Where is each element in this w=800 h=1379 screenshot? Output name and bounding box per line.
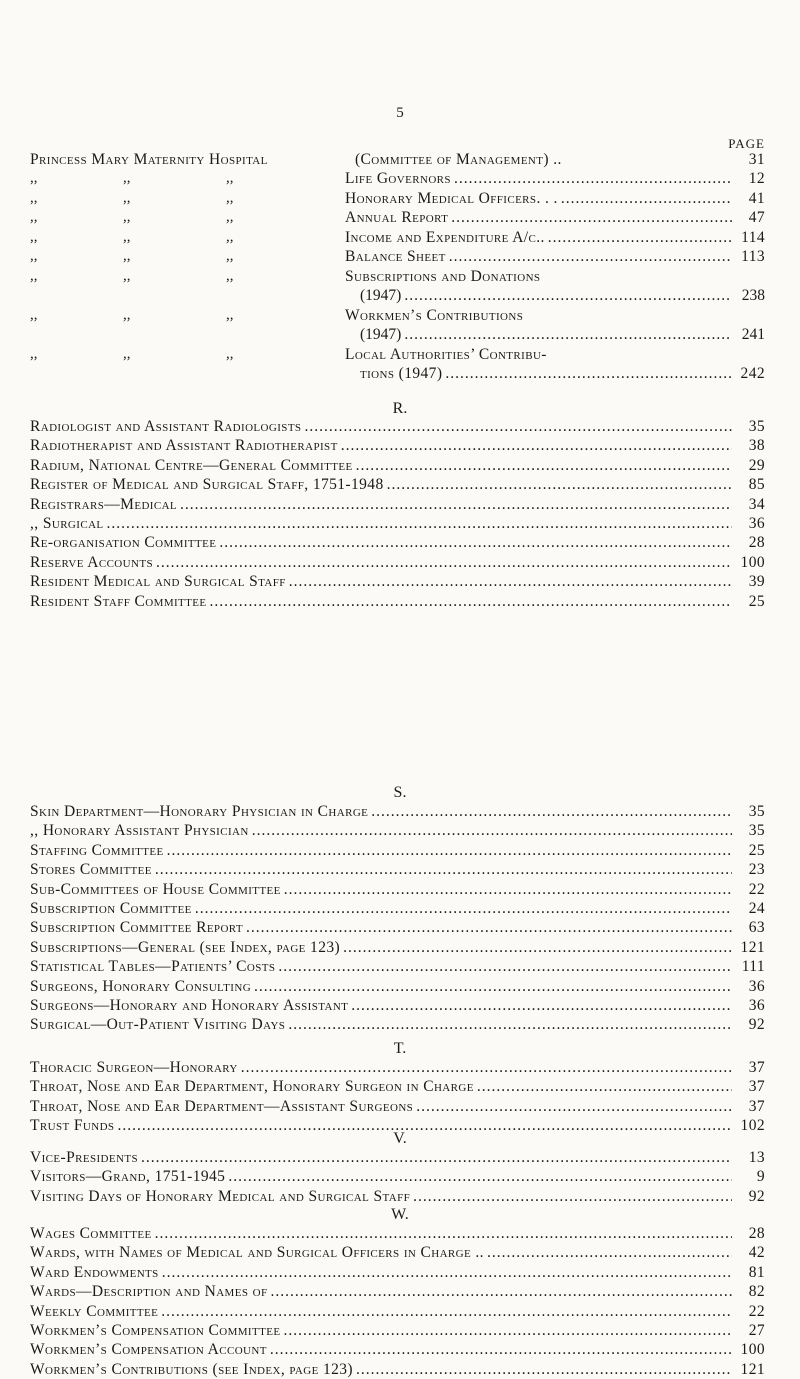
index-entry [30,457,765,475]
index-entry [345,209,765,227]
entry-title: Registrars—Medical [30,496,178,513]
index-entry [30,1361,765,1379]
ditto-mark: ,, [123,170,131,186]
entry-page: 24 [748,900,765,917]
leader-dots [155,861,732,879]
entry-title: Radiotherapist and Assistant Radiotherapist [30,437,338,454]
ditto-mark: ,, [226,346,234,362]
ditto-mark: ,, [226,209,234,225]
entry-page: 92 [748,1016,765,1033]
entry-title: Vice-Presidents [30,1149,138,1166]
entry-page: 85 [748,476,765,493]
index-entry [30,1303,765,1321]
index-entry [345,229,765,247]
entry-title: Workmen’s Contributions (see Index, page 123) [30,1361,353,1378]
ditto-mark: ,, [123,190,131,206]
index-entry [30,1283,765,1301]
leader-dots [162,1264,732,1282]
entry-title: Balance Sheet [345,248,446,265]
entry-page: 22 [748,1303,765,1320]
leader-dots [416,1098,732,1116]
index-entry [30,1149,765,1167]
entry-page: 238 [741,287,765,304]
index-entry [30,1098,765,1116]
section-letter: R. [392,400,408,417]
ditto-mark: ,, [30,190,38,206]
entry-page: 28 [748,534,765,551]
index-entry [30,515,765,533]
entry-page: 121 [740,939,765,956]
index-entry [30,476,765,494]
ditto-mark: ,, [123,229,131,245]
index-entry [30,534,765,552]
index-entry [30,900,765,918]
entry-title: Wages Committee [30,1225,152,1242]
entry-page: 25 [748,842,765,859]
index-entry [30,978,765,996]
entry-title: Surgeons, Honorary Consulting [30,978,252,995]
index-entry [30,418,765,436]
entry-page: 34 [748,496,765,513]
entry-title: Workmen’s Compensation Account [30,1341,267,1358]
ditto-mark: ,, [226,170,234,186]
princess-lead: Princess Mary Maternity Hospital [30,151,268,168]
section-letter: S. [393,784,407,801]
entry-page: 27 [748,1322,765,1339]
index-entry [30,939,765,957]
leader-dots [356,457,732,475]
leader-dots [284,881,732,899]
ditto-mark: ,, [30,229,38,245]
leader-dots [219,534,732,552]
index-entry [30,1322,765,1340]
entry-title: ,, Honorary Assistant Physician [30,822,249,839]
entry-title: Skin Department—Honorary Physician in Charge [30,803,369,820]
leader-dots [228,1168,732,1186]
page-column-label: PAGE [728,136,765,151]
leader-dots [195,900,732,918]
index-entry [30,573,765,591]
entry-title: Wards, with Names of Medical and Surgical Officers in Charge .. [30,1244,484,1261]
entry-page: 242 [740,365,765,382]
ditto-mark: ,, [226,268,234,284]
index-entry [360,287,765,305]
ditto-mark: ,, [226,190,234,206]
entry-title: Stores Committee [30,861,152,878]
leader-dots [341,437,732,455]
entry-page: 47 [748,209,765,226]
section-letter: T. [393,1040,407,1057]
entry-page: 31 [748,151,765,168]
leader-dots [387,476,732,494]
ditto-mark: ,, [30,209,38,225]
entry-page: 35 [748,418,765,435]
page-number: 5 [396,105,404,121]
entry-page: 121 [740,1361,765,1378]
index-entry [30,1078,765,1096]
index-entry [30,822,765,840]
leader-dots [241,1059,732,1077]
entry-page: 37 [748,1078,765,1095]
index-entry [30,1168,765,1186]
entry-title-continued: (1947) [360,287,402,304]
entry-page: 37 [748,1059,765,1076]
entry-page: 25 [748,593,765,610]
leader-dots [288,1016,732,1034]
ditto-mark: ,, [123,209,131,225]
index-entry [360,365,765,383]
ditto-mark: ,, [30,307,38,323]
leader-dots [278,958,732,976]
entry-title: Resident Medical and Surgical Staff [30,573,286,590]
index-entry [30,1016,765,1034]
entry-page: 92 [748,1188,765,1205]
entry-page: 35 [748,822,765,839]
index-entry [360,326,765,344]
entry-title: Subscription Committee Report [30,919,243,936]
leader-dots [167,842,732,860]
entry-page: 13 [748,1149,765,1166]
leader-dots [351,997,732,1015]
index-entry [345,190,765,208]
leader-dots [371,803,732,821]
index-entry [30,593,765,611]
entry-page: 12 [748,170,765,187]
ditto-mark: ,, [123,307,131,323]
ditto-mark: ,, [30,346,38,362]
index-entry [30,919,765,937]
leader-dots [155,1225,732,1243]
entry-title: Surgeons—Honorary and Honorary Assistant [30,997,349,1014]
entry-title: Radiologist and Assistant Radiologists [30,418,302,435]
ditto-mark: ,, [30,170,38,186]
entry-title: Throat, Nose and Ear Department—Assistant Surgeons [30,1098,414,1115]
leader-dots [487,1244,732,1262]
leader-dots [413,1188,732,1206]
entry-title: Throat, Nose and Ear Department, Honorary Surgeon in Charge [30,1078,474,1095]
ditto-mark: ,, [226,307,234,323]
ditto-mark: ,, [123,248,131,264]
leader-dots [304,418,732,436]
leader-dots [356,1361,732,1379]
leader-dots [161,1303,732,1321]
section-letter: V. [393,1130,407,1147]
entry-page: 113 [741,248,765,265]
entry-title: Visiting Days of Honorary Medical and Surgical Staff [30,1188,411,1205]
entry-title: Statistical Tables—Patients’ Costs [30,958,276,975]
entry-title: Workmen’s Contributions [345,307,524,324]
entry-page: 29 [748,457,765,474]
entry-title: Reserve Accounts [30,554,153,571]
entry-title: Surgical—Out-Patient Visiting Days [30,1016,286,1033]
leader-dots [254,978,732,996]
index-entry [30,496,765,514]
index-entry [30,842,765,860]
entry-page: 41 [748,190,765,207]
leader-dots [141,1149,732,1167]
index-entry [30,1264,765,1282]
entry-page: 63 [748,919,765,936]
entry-title: Local Authorities’ Contribu- [345,346,547,363]
index-entry [30,1225,765,1243]
section-letter: W. [391,1206,409,1223]
index-entry [30,554,765,572]
entry-page: 241 [741,326,765,343]
entry-page: 100 [740,1341,765,1358]
index-entry [345,248,765,266]
index-entry [30,997,765,1015]
entry-page: 38 [748,437,765,454]
entry-title: Weekly Committee [30,1303,159,1320]
entry-page: 114 [741,229,765,246]
entry-title: Income and Expenditure A/c.. [345,229,545,246]
entry-title: ,, Surgical [30,515,104,532]
ditto-mark: ,, [30,248,38,264]
entry-title: Ward Endowments [30,1264,159,1281]
ditto-mark: ,, [123,346,131,362]
entry-title: Life Governors [345,170,451,187]
entry-title: Register of Medical and Surgical Staff, 1751-1948 [30,476,384,493]
entry-title: Re-organisation Committee [30,534,217,551]
index-entry [30,1188,765,1206]
leader-dots [289,573,732,591]
index-entry [355,151,765,169]
entry-title: (Committee of Management) .. [355,151,562,168]
leader-dots [343,939,732,957]
entry-page: 9 [756,1168,765,1185]
entry-page: 82 [748,1283,765,1300]
entry-title: Visitors—Grand, 1751-1945 [30,1168,226,1185]
index-entry [345,170,765,188]
leader-dots [156,554,732,572]
entry-title: Wards—Description and Names of [30,1283,268,1300]
leader-dots [283,1322,732,1340]
entry-title: Trust Funds [30,1117,115,1134]
leader-dots [180,496,732,514]
entry-page: 81 [748,1264,765,1281]
entry-title: Resident Staff Committee [30,593,207,610]
entry-page: 111 [741,958,765,975]
entry-title: Workmen’s Compensation Committee [30,1322,281,1339]
entry-page: 36 [748,978,765,995]
index-entry [30,1244,765,1262]
leader-dots [246,919,732,937]
entry-page: 102 [740,1117,765,1134]
entry-page: 42 [748,1244,765,1261]
index-entry [30,437,765,455]
entry-title: Annual Report [345,209,449,226]
index-entry [30,803,765,821]
entry-page: 39 [748,573,765,590]
entry-title: Subscription Committee [30,900,192,917]
ditto-mark: ,, [30,268,38,284]
entry-title-continued: tions (1947) [360,365,443,382]
ditto-mark: ,, [123,268,131,284]
entry-title: Radium, National Centre—General Committee [30,457,353,474]
ditto-mark: ,, [226,229,234,245]
entry-title: Thoracic Surgeon—Honorary [30,1059,238,1076]
entry-page: 36 [748,515,765,532]
index-entry [30,1059,765,1077]
entry-page: 36 [748,997,765,1014]
index-entry [30,861,765,879]
leader-dots [107,515,732,533]
entry-page: 23 [748,861,765,878]
entry-page: 28 [748,1225,765,1242]
entry-page: 100 [740,554,765,571]
leader-dots [252,822,732,840]
index-entry [30,958,765,976]
leader-dots [477,1078,732,1096]
ditto-mark: ,, [226,248,234,264]
entry-title: Honorary Medical Officers. . . [345,190,558,207]
entry-page: 37 [748,1098,765,1115]
entry-title: Subscriptions and Donations [345,268,541,285]
entry-page: 22 [748,881,765,898]
entry-title-continued: (1947) [360,326,402,343]
entry-title: Staffing Committee [30,842,164,859]
leader-dots [271,1283,732,1301]
entry-title: Sub-Committees of House Committee [30,881,281,898]
entry-page: 35 [748,803,765,820]
entry-title: Subscriptions—General (see Index, page 123) [30,939,341,956]
index-entry [30,881,765,899]
leader-dots [210,593,732,611]
